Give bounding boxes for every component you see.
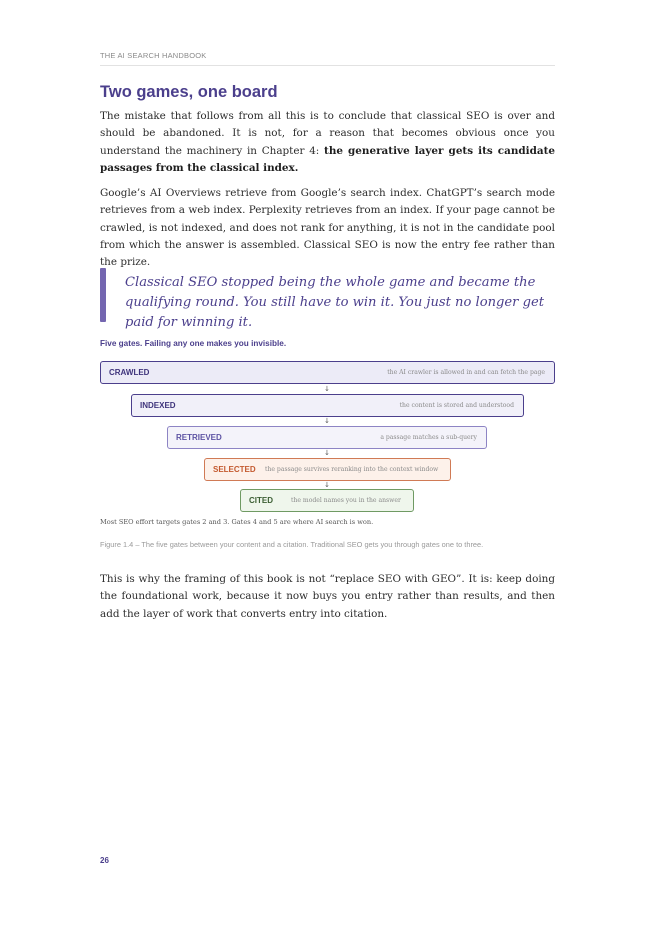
gate-selected: [204, 458, 451, 481]
down-arrow-icon: ↓: [324, 417, 330, 425]
gate-name: SELECTED: [213, 465, 256, 474]
pullquote-bar: [100, 268, 106, 322]
figure-title: Five gates. Failing any one makes you invisible.: [100, 339, 287, 348]
pullquote: [100, 265, 555, 330]
gate-name: RETRIEVED: [176, 433, 222, 442]
gate-description: a passage matches a sub-query: [380, 434, 477, 441]
gate-crawled: [100, 361, 555, 384]
gate-description: the content is stored and understood: [399, 402, 514, 409]
gate-cited: [240, 489, 414, 512]
figure-note: Most SEO effort targets gates 2 and 3. Gates 4 and 5 are where AI search is won.: [100, 518, 374, 526]
page-number: 26: [100, 856, 109, 865]
gate-name: CRAWLED: [109, 368, 150, 377]
figure-caption: Figure 1.4 – The five gates between your content and a citation. Traditional SEO gets you through gates one to three.: [100, 540, 484, 549]
gate-name: CITED: [249, 496, 273, 505]
pullquote-text: Classical SEO stopped being the whole game and became the qualifying round. You still have to win it. You just no longer get paid for winning it.: [125, 275, 544, 330]
paragraph-1-text: The mistake that follows from all this is to conclude that classical SEO is over and should be abandoned. It is not, for a reason that becomes obvious once you understand the machinery in Chapter 4:: [100, 110, 555, 157]
paragraph-1-emphasis: the generative layer gets its candidate passages from the classical index.: [100, 144, 555, 174]
paragraph-3: This is why the framing of this book is not “replace SEO with GEO”. It is: keep doing the foundational work, because it now buys you entry rather than results, and then add the layer of work that converts entry into citation.: [100, 573, 555, 620]
gate-retrieved: [167, 426, 487, 449]
section-title: Two games, one board: [100, 83, 278, 101]
gate-description: the passage survives reranking into the context window: [265, 466, 439, 473]
down-arrow-icon: ↓: [324, 385, 330, 393]
gate-indexed: [131, 394, 524, 417]
paragraph-1: [100, 108, 555, 177]
running-head: THE AI SEARCH HANDBOOK: [100, 51, 555, 66]
down-arrow-icon: ↓: [324, 449, 330, 457]
gate-description: the model names you in the answer: [291, 497, 401, 504]
gate-description: the AI crawler is allowed in and can fetch the page: [387, 369, 545, 376]
gate-name: INDEXED: [140, 401, 176, 410]
down-arrow-icon: ↓: [324, 481, 330, 489]
paragraph-2: Google’s AI Overviews retrieve from Google’s search index. ChatGPT’s search mode retrieves from a web index. Perplexity retrieves from an index. If your page cannot be crawled, is not indexed, and does not rank for anything, it is not in the candidate pool from which the answer is assembled. Classical SEO is now the entry fee rather than the prize.: [100, 187, 555, 269]
